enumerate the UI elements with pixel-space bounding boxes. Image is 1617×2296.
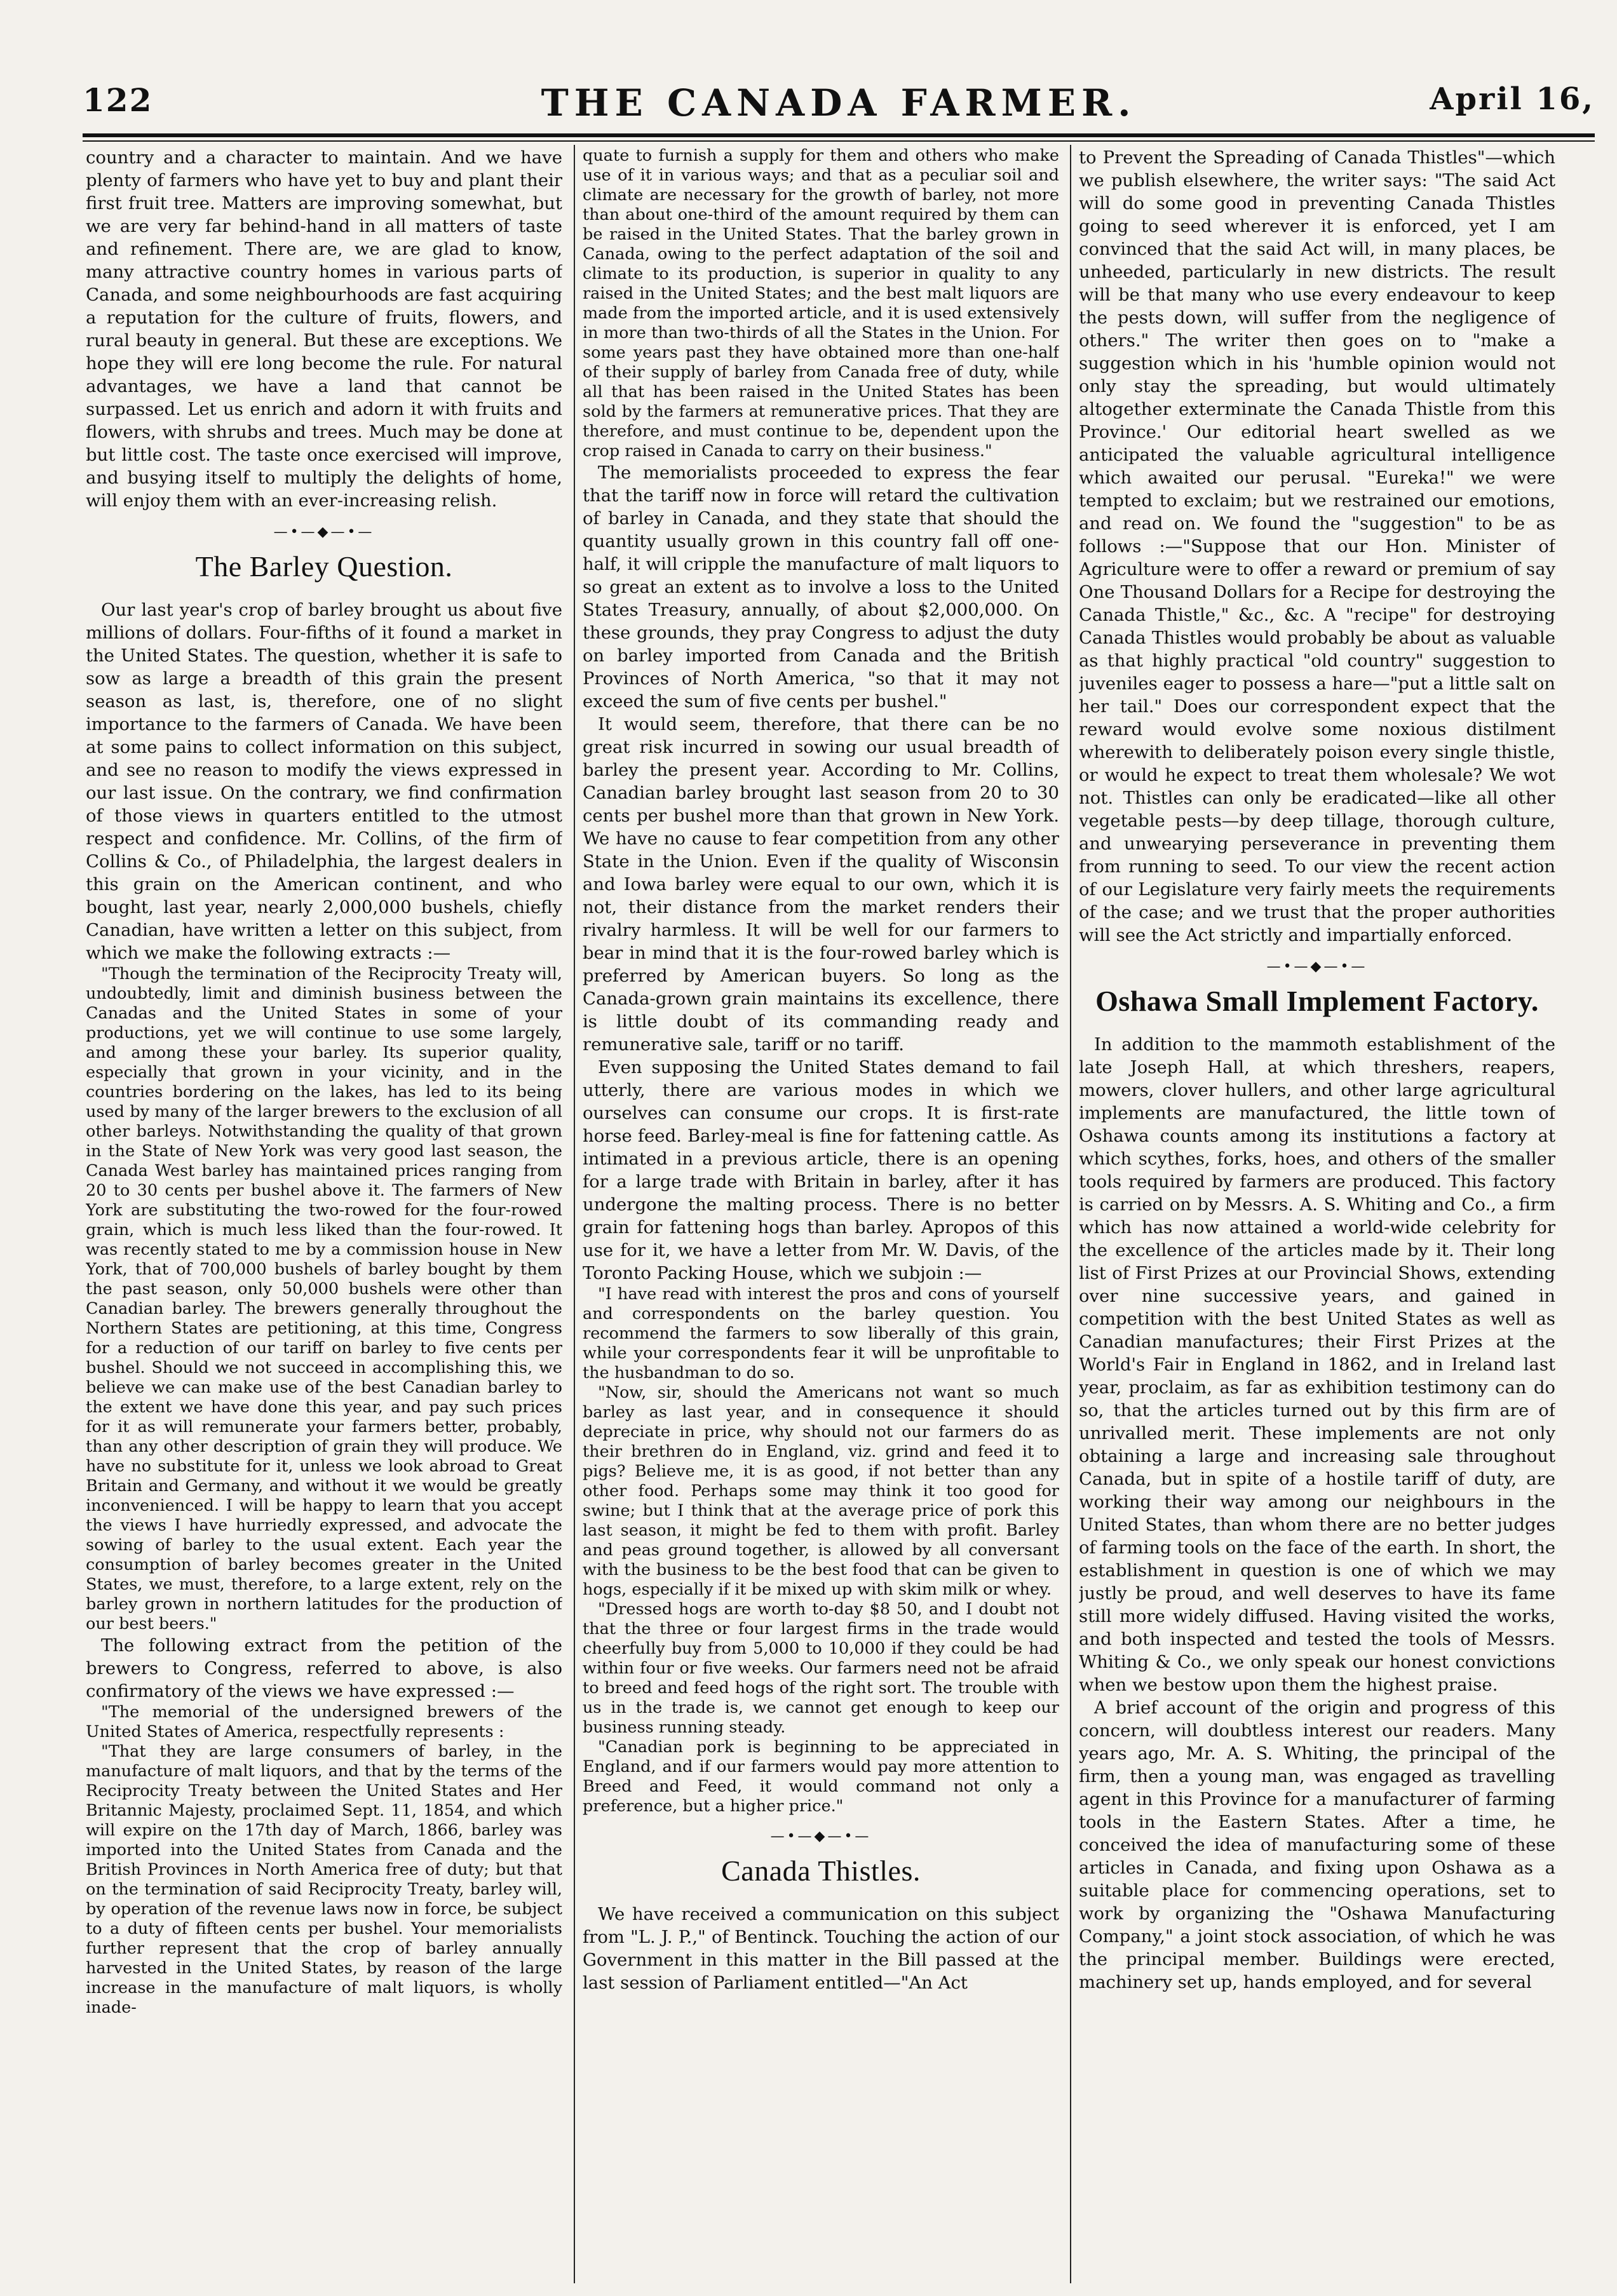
heading-canada-thistles: Canada Thistles.	[721, 1854, 921, 1887]
column-divider	[1070, 145, 1071, 2283]
page-number: 122	[83, 81, 153, 119]
article-paragraph: A brief account of the origin and progress of this concern, will doubtless interest our readers. Many years ago, Mr. A. S. Whiting, the principal of the firm, then a young man, was engaged as travelling agent in this Province for a manufacturer of farming tools in the Eastern States. After a time, he conceived the idea of manufacturing some of these articles in Canada, and fixing upon Oshawa as a suitable place for commencing operations, set to work by organizing the "Oshawa Manufacturing Company," a joint stock association, of which he was the principal member. Buildings were erected, machinery set up, hands employed, and for several	[1079, 1698, 1555, 1992]
section-ornament: —•—◆—•—	[770, 1828, 872, 1844]
quoted-letter: "Though the termination of the Reciprocity Treaty will, undoubtedly, limit and diminish business between the Canadas and the United States in some of your productions, yet we will continue to use some largely, and among these your barley. Its superior quality, especially that grown in your vicinity, and in the countries bordering on the lakes, has led to its being used by many of the larger brewers to the exclusion of all other barleys. Notwithstanding the quality of that grown in the State of New York was very good last season, the Canada West barley has maintained prices ranging from 20 to 30 cents per bushel above it. The farmers of New York are substituting the two-rowed for the four-rowed grain, which is much less liked than the four-rowed. It was recently stated to me by a commission house in New York, that of 700,000 bushels of barley bought by them the past season, only 50,000 bushels were other than Canadian barley. The brewers generally throughout the Northern States are petitioning, at this time, Congress for a reduction of our tariff on barley to five cents per bushel. Should we not succeed in accomplishing this, we believe we can make use of the best Canadian barley to the extent we have done this year, and pay such prices for it as will remunerate your farmers better, probably, than any other description of grain they will produce. We have no substitute for it, unless we look abroad to Great Britain and Germany, and without it we would be greatly inconvenienced. I will be happy to learn that you accept the views I have hurriedly expressed, and advocate the sowing of barley to the usual extent. Each year the consumption of barley becomes greater in the United States, we must, therefore, to a large extent, rely on the barley grown in northern latitudes for the production of our best beers."	[86, 964, 562, 1633]
column-2	[583, 146, 1059, 2287]
article-paragraph: We have received a communication on this subject from "L. J. P.," of Bentinck. Touching the action of our Government in this matter in the Bill passed at the last session of Parliament entitled—"An Act	[583, 1904, 1059, 1993]
header-rule	[83, 133, 1595, 137]
quoted-letter: "Canadian pork is beginning to be appreciated in England, and if our farmers would pay more attention to Breed and Feed, it would command not only a preference, but a higher price."	[583, 1738, 1059, 1816]
header-rule-thin	[83, 140, 1595, 142]
article-paragraph: The memorialists proceeded to express the fear that the tariff now in force will retard the cultivation of barley in Canada, and they state that should the quantity usually grown in this country fall off one-half, it will cripple the manufacture of malt liquors to so great an extent as to involve a loss to the United States Treasury, annually, of about $2,000,000. On these grounds, they pray Congress to adjust the duty on barley imported from Canada and the British Provinces of North America, "so that it may not exceed the sum of five cents per bushel."	[583, 463, 1059, 712]
masthead-title: THE CANADA FARMER.	[541, 81, 1137, 125]
article-paragraph: It would seem, therefore, that there can be no great risk incurred in sowing our usual breadth of barley the present year. According to Mr. Collins, Canadian barley brought last season from 20 to 30 cents per bushel more than that grown in New York. We have no cause to fear competition from any other State in the Union. Even if the quality of Wisconsin and Iowa barley were equal to our own, which it is not, their distance from the market renders their rivalry harmless. It will be well for our farmers to bear in mind that it is the four-rowed barley which is preferred by American buyers. So long as the Canada-grown grain maintains its excellence, there is little doubt of its commanding ready and remunerative sale, tariff or no tariff.	[583, 714, 1059, 1055]
column-divider	[574, 145, 575, 2283]
quoted-letter: "Now, sir, should the Americans not want so much barley as last year, and in consequence it should depreciate in price, why should not our farmers do as their brethren do in England, viz. grind and feed it to pigs? Believe me, it is as good, if not better than any other food. Perhaps some may think it too good for swine; but I think that at the average price of pork this last season, it might be fed to them with profit. Barley and peas ground together, is allowed by all conversant with the business to be the best food that can be given to hogs, especially if it be mixed up with skim milk or whey.	[583, 1383, 1059, 1599]
quoted-memorial: "That they are large consumers of barley, in the manufacture of malt liquors, and that by the terms of the Reciprocity Treaty between the United States and Her Britannic Majesty, proclaimed Sept. 11, 1854, and which will expire on the 17th day of March, 1866, barley was imported into the United States from Canada and the British Provinces in North America free of duty; but that on the termination of said Reciprocity Treaty, barley will, by operation of the revenue laws now in force, be subject to a duty of fifteen cents per bushel. Your memorialists further represent that the crop of barley annually harvested in the United States, by reason of the large increase in the manufacture of malt liquors, is wholly inade-	[86, 1742, 562, 2017]
quoted-letter: "Dressed hogs are worth to-day $8 50, and I doubt not that the three or four largest firms in the trade would cheerfully buy from 5,000 to 10,000 if they could be had within four or five weeks. Our farmers need not be afraid to breed and feed hogs of the right sort. The trouble with us in the trade is, we cannot get enough to keep our business running steady.	[583, 1600, 1059, 1737]
issue-date: April 16,	[1430, 81, 1595, 117]
section-ornament: —•—◆—•—	[273, 524, 375, 540]
article-paragraph: Even supposing the United States demand to fail utterly, there are various modes in which we ourselves can consume our crops. It is first-rate horse feed. Barley-meal is fine for fattening cattle. As intimated in a previous article, there is an opening for a large trade with Britain in barley, after it has undergone the malting process. There is no better grain for fattening hogs than barley. Apropos of this use for it, we have a letter from Mr. W. Davis, of the Toronto Packing House, which we subjoin :—	[583, 1057, 1059, 1283]
quoted-letter: "I have read with interest the pros and cons of yourself and correspondents on the barley question. You recommend the farmers to sow liberally of this grain, while your correspondents fear it will be unprofitable to the husbandman to do so.	[583, 1285, 1059, 1382]
section-ornament: —•—◆—•—	[1266, 959, 1368, 975]
article-paragraph: The following extract from the petition of the brewers to Congress, referred to above, is also confirmatory of the views we have expressed :—	[86, 1635, 562, 1701]
quoted-memorial: quate to furnish a supply for them and others who make use of it in various ways; and that as a peculiar soil and climate are necessary for the growth of barley, not more than about one-third of the amount required by them can be raised in the United States. That the barley grown in Canada, owing to the perfect adaptation of the soil and climate to its production, is superior in quality to any raised in the United States; and the best malt liquors are made from the imported article, and it is used extensively in more than two-thirds of all the States in the Union. For some years past they have obtained more than one-half of their supply of barley from Canada free of duty, while all that has been raised in the United States has been sold by the farmers at remunerative prices. That they are therefore, and must continue to be, dependent upon the crop raised in Canada to carry on their business."	[583, 146, 1059, 461]
article-paragraph: Our last year's crop of barley brought us about five millions of dollars. Four-fifths of it found a market in the United States. The question, whether it is safe to sow as large a breadth of this grain the present season as last, is, therefore, one of no slight importance to the farmers of Canada. We have been at some pains to collect information on this subject, and see no reason to modify the views expressed in our last issue. On the contrary, we find confirmation of those views in quarters entitled to the utmost respect and confidence. Mr. Collins, of the firm of Collins & Co., of Philadelphia, the largest dealers in this grain on the American continent, and who bought, last year, nearly 2,000,000 bushels, chiefly Canadian, have written a letter on this subject, from which we make the following extracts :—	[86, 600, 562, 963]
article-paragraph: In addition to the mammoth establishment of the late Joseph Hall, at which threshers, reapers, mowers, clover hullers, and other large agricultural implements are manufactured, the little town of Oshawa counts among its institutions a factory at which scythes, forks, hoes, and others of the smaller tools required by farmers are produced. This factory is carried on by Messrs. A. S. Whiting and Co., a firm which has now attained a world-wide celebrity for the excellence of the articles made by it. Their long list of First Prizes at our Provincial Shows, extending over nine successive years, and gained in competition with the best United States as well as Canadian manufactures; their First Prizes at the World's Fair in England in 1862, and in Ireland last year, proclaim, as far as exhibition testimony can do so, that the articles turned out by this firm are of unrivalled merit. These implements are not only obtaining a large and increasing sale throughout Canada, but in spite of a hostile tariff of duty, are working their way among our neighbours in the United States, than whom there are no better judges of farming tools on the face of the earth. In short, the establishment in question is one of which we may justly be proud, and well deserves to have its fame still more widely diffused. Having visited the works, and both inspected and tested the tools of Messrs. Whiting & Co., we only speak our honest convictions when we bestow upon them the highest praise.	[1079, 1034, 1555, 1695]
quoted-memorial: "The memorial of the undersigned brewers of the United States of America, respectfully represents :	[86, 1703, 562, 1741]
heading-oshawa-factory: Oshawa Small Implement Factory.	[1095, 985, 1539, 1017]
page-header	[83, 81, 1595, 132]
column-3	[1079, 146, 1555, 2287]
heading-barley-question: The Barley Question.	[195, 550, 453, 583]
article-paragraph: to Prevent the Spreading of Canada Thistles"—which we publish elsewhere, the writer says: "The said Act will do some good in preventing Canada Thistles going to seed wherever it is enforced, yet I am convinced that the said Act will, in many places, be unheeded, particularly in new districts. The result will be that many who use every endeavour to keep the pests down, will suffer from the negligence of others." The writer then goes on to "make a suggestion which in his 'humble opinion would not only stay the spreading, but would ultimately altogether exterminate the Canada Thistle from this Province.' Our editorial heart swelled as we anticipated the valuable agricultural intelligence which awaited our perusal. "Eureka!" we were tempted to exclaim; but we restrained our emotions, and read on. We found the "suggestion" to be as follows :—"Suppose that our Hon. Minister of Agriculture were to offer a reward or premium of say One Thousand Dollars for a Recipe for destroying the Canada Thistle," &c., &c. A "recipe" for destroying Canada Thistles would probably be about as valuable as that highly practical "old country" suggestion to juveniles eager to possess a hare—"put a little salt on her tail." Does our correspondent expect that the reward would evolve some noxious distilment wherewith to deliberately poison every single thistle, or would he expect to treat them wholesale? We wot not. Thistles can only be eradicated—like all other vegetable pests—by deep tillage, thorough culture, and unwearying perseverance in preventing them from running to seed. To our view the recent action of our Legislature very fairly meets the requirements of the case; and we trust that the proper authorities will see the Act strictly and impartially enforced.	[1079, 147, 1555, 945]
article-paragraph: country and a character to maintain. And we have plenty of farmers who have yet to buy and plant their first fruit tree. Matters are improving somewhat, but we are very far behind-hand in all matters of taste and refinement. There are, we are glad to know, many attractive country homes in various parts of Canada, and some neighbourhoods are fast acquiring a reputation for the culture of fruits, flowers, and rural beauty in general. But these are exceptions. We hope they will ere long become the rule. For natural advantages, we have a land that cannot be surpassed. Let us enrich and adorn it with fruits and flowers, with shrubs and trees. Much may be done at but little cost. The taste once exercised will improve, and busying itself to multiply the delights of home, will enjoy them with an ever-increasing relish.	[86, 147, 562, 511]
column-1	[86, 146, 562, 2287]
